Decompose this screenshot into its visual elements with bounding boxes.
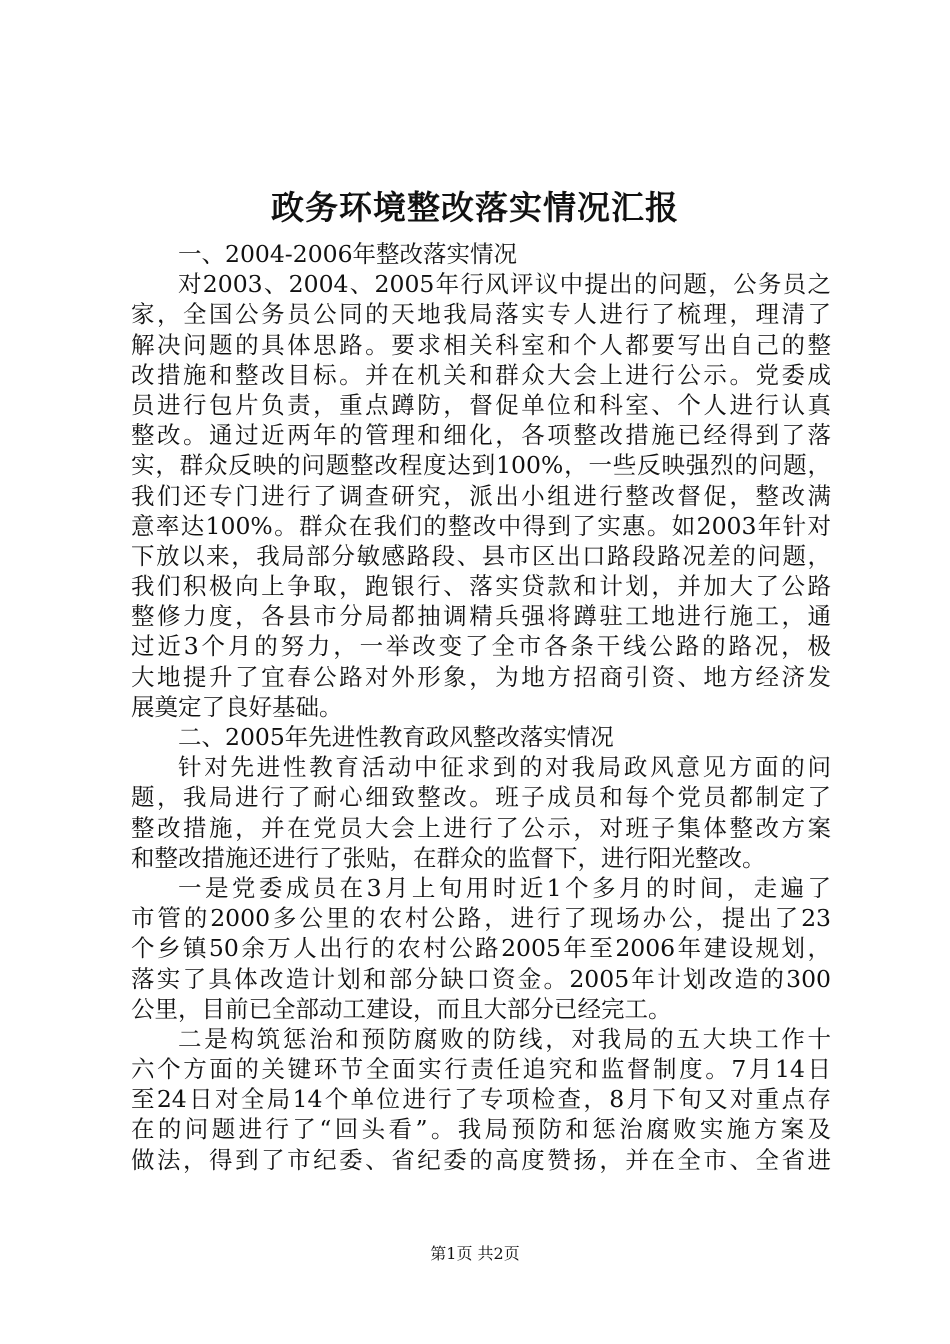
body-line: 公里，目前已全部动工建设，而且大部分已经完工。 xyxy=(131,994,672,1023)
body-line: 整改。通过近两年的管理和细化，各项整改措施已经得到了落 xyxy=(131,421,831,450)
body-line: 针对先进性教育活动中征求到的对我局政风意见方面的问 xyxy=(178,753,831,782)
body-line: 下放以来，我局部分敏感路段、县市区出口路段路况差的问题， xyxy=(131,541,831,570)
section-heading-2: 二、2005年先进性教育政风整改落实情况 xyxy=(178,723,614,751)
body-line: 改措施和整改目标。并在机关和群众大会上进行公示。党委成 xyxy=(131,360,831,389)
body-line: 六个方面的关键环节全面实行责任追究和监督制度。7月14日 xyxy=(131,1055,831,1084)
body-line: 和整改措施还进行了张贴，在群众的监督下，进行阳光整改。 xyxy=(131,843,766,872)
body-line: 在的问题进行了“回头看”。我局预防和惩治腐败实施方案及 xyxy=(131,1115,831,1144)
body-line: 整改措施，并在党员大会上进行了公示，对班子集体整改方案 xyxy=(131,813,831,842)
body-line: 个乡镇50余万人出行的农村公路2005年至2006年建设规划， xyxy=(131,934,831,963)
body-line: 实，群众反映的问题整改程度达到100%，一些反映强烈的问题， xyxy=(131,451,831,480)
body-line: 我们还专门进行了调查研究，派出小组进行整改督促，整改满 xyxy=(131,481,831,510)
body-line: 解决问题的具体思路。要求相关科室和个人都要写出自己的整 xyxy=(131,330,831,359)
page-number-footer: 第1页 共2页 xyxy=(430,1244,520,1263)
body-line: 题，我局进行了耐心细致整改。班子成员和每个党员都制定了 xyxy=(131,783,831,812)
body-line: 落实了具体改造计划和部分缺口资金。2005年计划改造的300 xyxy=(131,964,831,993)
document-body xyxy=(131,239,831,1175)
body-line: 至24日对全局14个单位进行了专项检查，8月下旬又对重点存 xyxy=(131,1085,831,1114)
body-line: 家，全国公务员公同的天地我局落实专人进行了梳理，理清了 xyxy=(131,300,831,329)
document-title: 政务环境整改落实情况汇报 xyxy=(271,188,679,227)
body-line: 市管的2000多公里的农村公路，进行了现场办公，提出了23 xyxy=(131,904,831,933)
section-heading-1: 一、2004-2006年整改落实情况 xyxy=(178,240,518,268)
body-line: 做法，得到了市纪委、省纪委的高度赞扬，并在全市、全省进 xyxy=(131,1145,831,1174)
body-line: 整修力度，各县市分局都抽调精兵强将蹲驻工地进行施工，通 xyxy=(131,602,831,631)
body-line: 展奠定了良好基础。 xyxy=(131,692,343,721)
body-line: 二是构筑惩治和预防腐败的防线，对我局的五大块工作十 xyxy=(178,1024,831,1053)
body-line: 一是党委成员在3月上旬用时近1个多月的时间，走遍了 xyxy=(178,873,831,902)
body-line: 过近3个月的努力，一举改变了全市各条干线公路的路况，极 xyxy=(131,632,831,661)
body-line: 员进行包片负责，重点蹲防，督促单位和科室、个人进行认真 xyxy=(131,390,831,419)
body-line: 意率达100%。群众在我们的整改中得到了实惠。如2003年针对 xyxy=(131,511,831,540)
body-line: 我们积极向上争取，跑银行、落实贷款和计划，并加大了公路 xyxy=(131,572,831,601)
body-line: 对2003、2004、2005年行风评议中提出的问题，公务员之 xyxy=(178,270,831,299)
body-line: 大地提升了宜春公路对外形象，为地方招商引资、地方经济发 xyxy=(131,662,831,691)
